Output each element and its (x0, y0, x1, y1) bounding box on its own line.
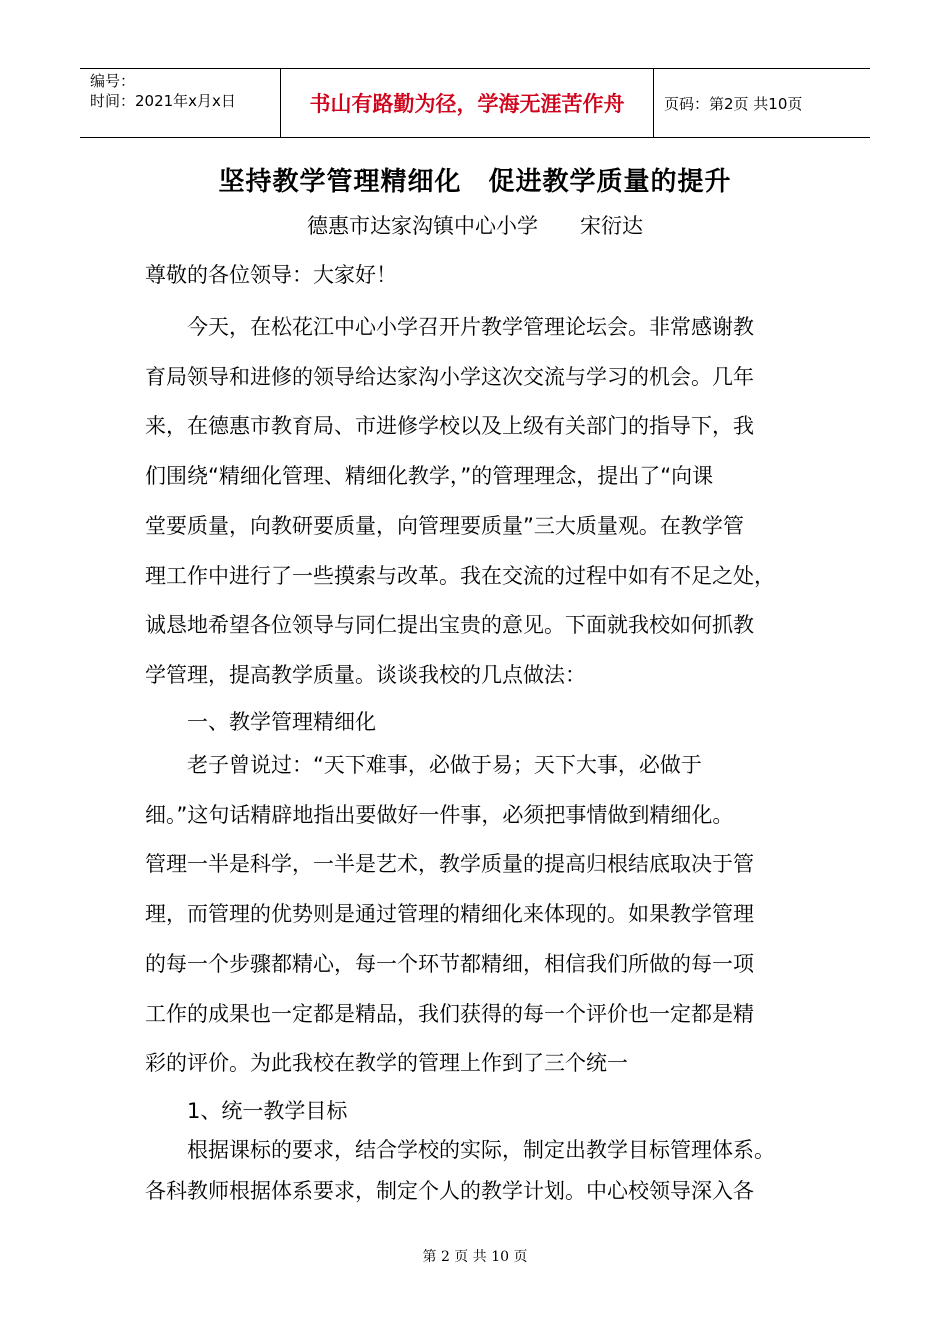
body-line: 育局领导和进修的领导给达家沟小学这次交流与学习的机会。几年 (145, 365, 754, 389)
header-meta (90, 71, 236, 111)
body-line: 尊敬的各位领导：大家好！ (145, 263, 397, 287)
body-line: 诚恳地希望各位领导与同仁提出宝贵的意见。下面就我校如何抓教 (145, 613, 754, 637)
body-line: 各科教师根据体系要求，制定个人的教学计划。中心校领导深入各 (145, 1179, 754, 1203)
body-line: 的每一个步骤都精心，每一个环节都精细，相信我们所做的每一项 (145, 952, 754, 976)
body-line: 理，而管理的优势则是通过管理的精细化来体现的。如果教学管理 (145, 902, 754, 926)
header-motto: 书山有路勤为径，学海无涯苦作舟 (309, 92, 625, 116)
body-line: 管理一半是科学，一半是艺术，教学质量的提高归根结底取决于管 (145, 852, 754, 876)
school-name: 德惠市达家沟镇中心小学 (307, 214, 538, 238)
subsection-heading: 1、统一教学目标 (145, 1099, 348, 1123)
body-line: 理工作中进行了一些摸索与改革。我在交流的过程中如有不足之处， (145, 564, 775, 588)
header-divider (653, 69, 654, 137)
document-title: 坚持教学管理精细化 促进教学质量的提升 (218, 167, 732, 197)
page-header (80, 68, 870, 138)
body-line: 工作的成果也一定都是精品，我们获得的每一个评价也一定都是精 (145, 1002, 754, 1026)
time-label: 时间：2021年x月x日 (90, 92, 236, 110)
section-heading: 一、教学管理精细化 (145, 710, 376, 734)
body-line: 彩的评价。为此我校在教学的管理上作到了三个统一 (145, 1051, 628, 1075)
body-line: 根据课标的要求，结合学校的实际，制定出教学目标管理体系。 (145, 1138, 775, 1162)
body-line: 来，在德惠市教育局、市进修学校以及上级有关部门的指导下，我 (145, 414, 754, 438)
body-line: 们围绕“精细化管理、精细化教学，”的管理理念，提出了“向课 (145, 464, 714, 488)
body-line: 今天，在松花江中心小学召开片教学管理论坛会。非常感谢教 (145, 315, 754, 339)
page-footer: 第 2 页 共 10 页 (422, 1249, 528, 1265)
body-line: 学管理，提高教学质量。谈谈我校的几点做法： (145, 663, 586, 687)
body-line: 堂要质量，向教研要质量，向管理要质量”三大质量观。在教学管 (145, 514, 744, 538)
body-line: 细。”这句话精辟地指出要做好一件事，必须把事情做到精细化。 (145, 803, 734, 827)
body-line: 老子曾说过：“天下难事，必做于易；天下大事，必做于 (145, 753, 702, 777)
header-page-info: 页码：第2页 共10页 (664, 94, 803, 113)
document-byline (0, 210, 950, 240)
number-label: 编号： (90, 72, 136, 90)
author-name: 宋衍达 (580, 214, 643, 238)
